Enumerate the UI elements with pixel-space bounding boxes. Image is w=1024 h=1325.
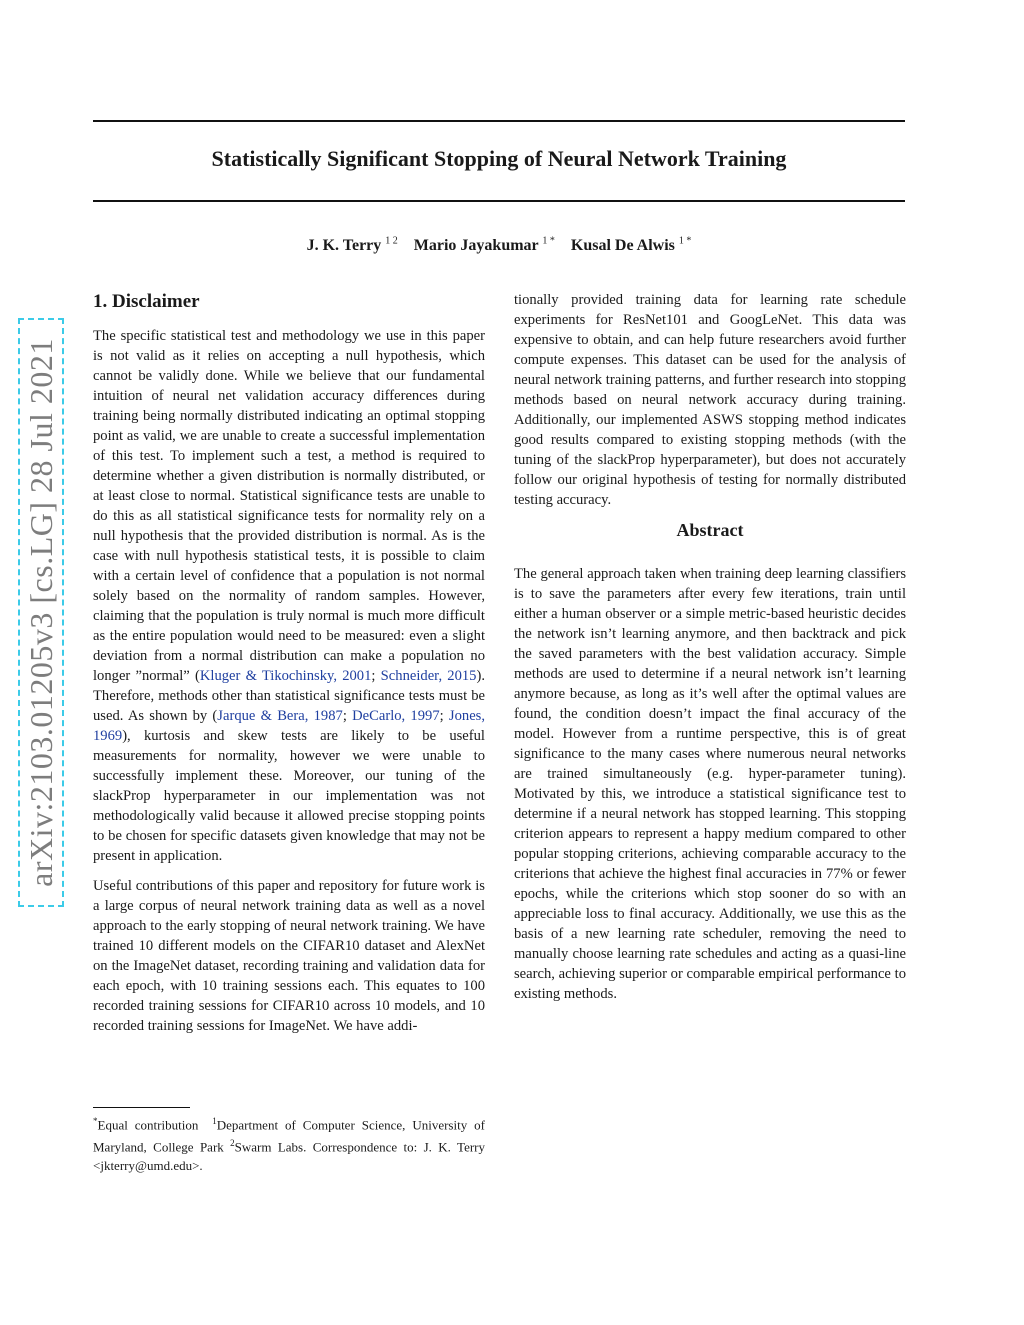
- section-heading-disclaimer: 1. Disclaimer: [93, 291, 200, 312]
- citation-link[interactable]: Jarque & Bera, 1987: [217, 708, 343, 724]
- citation-link[interactable]: Jones, 1969: [93, 708, 486, 744]
- title-rule-top: [93, 120, 905, 122]
- author-2: Mario Jayakumar $^{1 *}$: [413, 236, 555, 255]
- right-column: [514, 290, 906, 1014]
- abstract-body: The general approach taken when training deep learning classifiers is to save the parameters after every few iterations, train until either a human observer or a simple metric-based heuristic decides the network isn’t learning anymore, and then backtrack and pick the saved parameters with the best validation accuracy. Simple methods are used to determine if a neural network isn’t learning anymore because, as long as it’s well after the optimal values are found, the condition doesn’t impact the final accuracy of the model. However from a runtime perspective, this is of great significance to the many cases where numerous neural networks are trained simultaneously (e.g. hyper-parameter tuning). Motivated by this, we introduce a statistical significance test to determine if a neural network has stopped learning. This stopping criterion appears to represent a happy medium compared to other popular stopping criterions, achieving comparable accuracy to the criterions that achieve the highest final accuracies in 77% or fewer epochs, while the criterions which stop sooner do so with an appreciable loss to final accuracy. Additionally, we use this as the basis of a new learning rate scheduler, removing the need to manually choose learning rate schedules and acting as a quasi-line search, achieving superior or comparable empirical performance to existing methods.: [514, 566, 906, 1002]
- author-3: Kusal De Alwis $^{1 *}$: [570, 236, 692, 255]
- citation-link[interactable]: Kluger & Tikochinsky, 2001: [199, 668, 372, 684]
- author-1: J. K. Terry $^{1 2}$: [306, 236, 398, 255]
- title-rule-bottom: [93, 200, 905, 202]
- disclaimer-paragraph-1: The specific statistical test and methodology we use in this paper is not valid as it relies on accepting a null hypothesis, which cannot be validly done. While we believe that our fundamental intuition of neural net validation accuracy differences during training being normally distributed indicating an optimal stopping point as valid, we are unable to create a successful implementation of this test. To implement such a test, a method is required to determine whether a given distribution is normally distributed, or at least close to normal. Statistical significance tests are unable to do this as all statistical significance tests for normality rely on a null hypothesis that the provided distribution is normal. As is the case with null hypothesis statistical tests, it is possible to claim with a certain level of confidence that a population is not normal solely based on the normality of random samples. However, claiming that the population is truly normal is much more difficult as the entire population would need to be measured: even a slight deviation from a normal distribution can make a population no longer ”normal” (Kluger & Tikochinsky, 2001; Schneider, 2015). Therefore, methods other than statistical significance tests must be used. As shown by (Jarque & Bera, 1987; DeCarlo, 1997; Jones, 1969), kurtosis and skew tests are likely to be useful measurements for normality, however we were unable to successfully implement these. Moreover, our tuning of the slackProp hyperparameter in our implementation was not methodologically valid because it allowed precise stopping points to be chosen for specific datasets given knowledge that may not be present in application.: [93, 328, 486, 864]
- paper-title: Statistically Significant Stopping of Neural Network Training: [211, 146, 787, 171]
- citation-link[interactable]: Schneider, 2015: [380, 668, 477, 684]
- arxiv-identifier[interactable]: arXiv:2103.01205v3 [cs.LG] 28 Jul 2021: [20, 320, 62, 905]
- disclaimer-paragraph-2-continued: tionally provided training data for learning rate schedule experiments for ResNet101 and GoogLeNet. This data was expensive to obtain, and can help future researchers avoid further compute expenses. This dataset can be used for the analysis of neural network training patterns, and further research into stopping methods based on neural network accuracy during training. Additionally, our implemented ASWS stopping method indicates good results compared to existing stopping methods (with the tuning of the slackProp hyperparameter), but does not accurately follow our original hypothesis of testing for normally distributed testing accuracy.: [514, 292, 906, 508]
- author-list: [93, 236, 905, 255]
- disclaimer-paragraph-2: Useful contributions of this paper and repository for future work is a large corpus of neural network training data as well as a novel approach to the early stopping of neural network training. We have trained 10 different models on the CIFAR10 dataset and AlexNet on the ImageNet dataset, recording training and validation data for each epoch, with 10 training sessions each. This equates to 100 recorded training sessions for CIFAR10 across 10 models, and 10 recorded training sessions for ImageNet. We have addi-: [93, 878, 485, 1034]
- citation-link[interactable]: DeCarlo, 1997: [352, 708, 440, 724]
- footnote: *Equal contribution $^1$Department of Computer Science, University of Maryland, College Park $^2$Swarm Labs. Correspondence to: J. K. Terry <jkterry@umd.edu>.: [93, 1116, 486, 1173]
- abstract-heading: Abstract: [676, 520, 744, 540]
- left-column: [93, 290, 485, 1046]
- footnote-rule: [93, 1107, 190, 1108]
